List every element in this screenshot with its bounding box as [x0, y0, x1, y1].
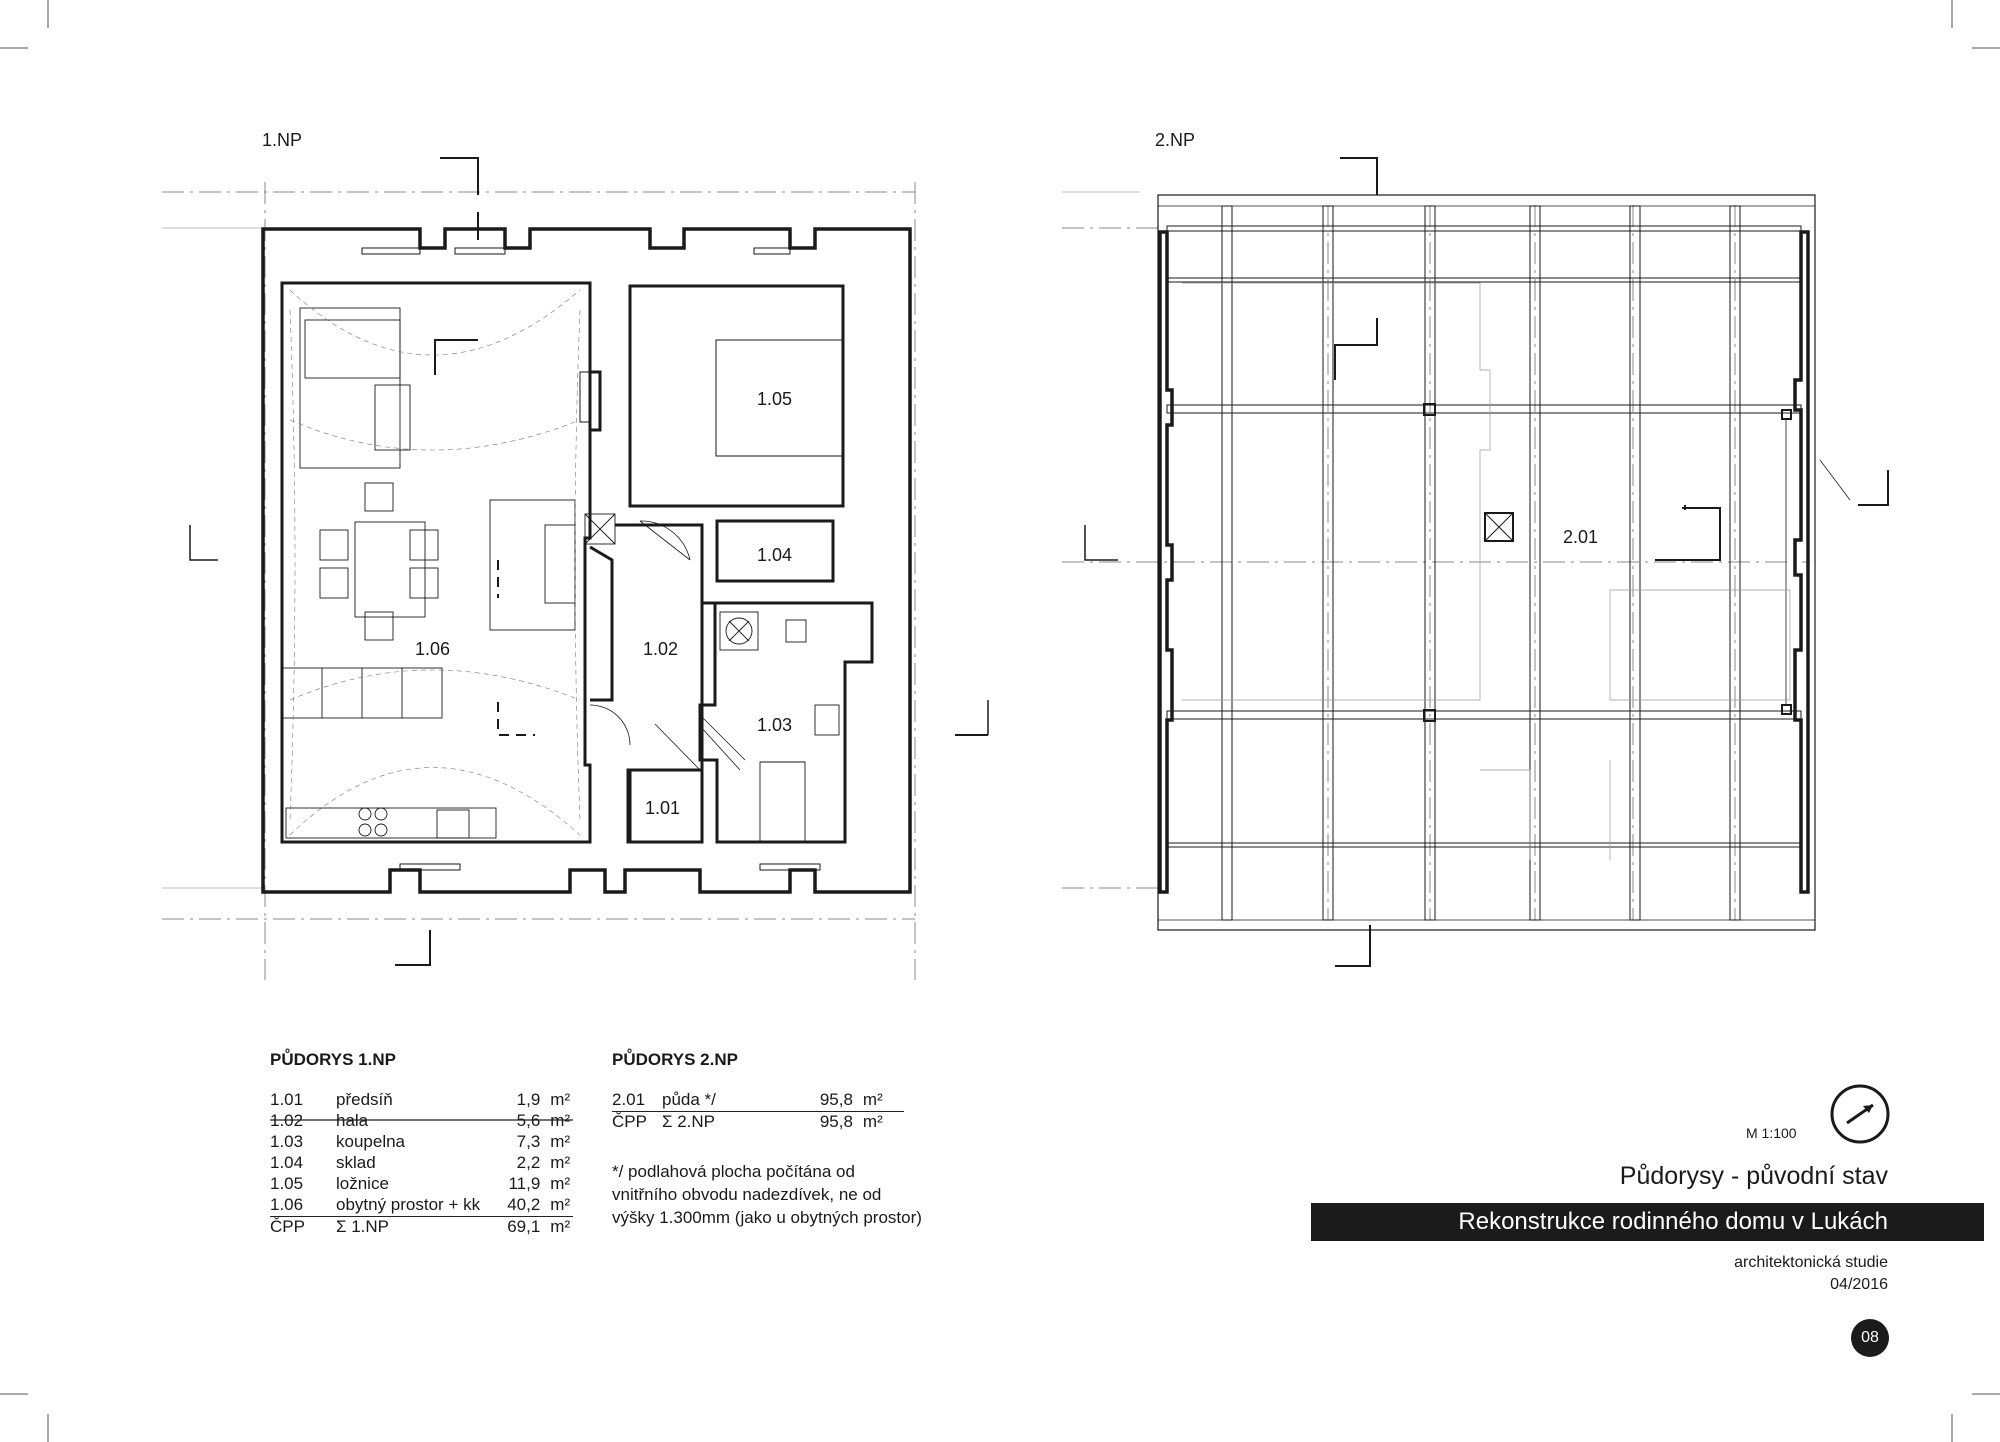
- ghost-outline: [1182, 283, 1790, 860]
- room-label-1-02: 1.02: [643, 639, 679, 659]
- table-row: 1.04 sklad 2,2 m²: [270, 1153, 571, 1172]
- sheet-title: Půdorysy - původní stav: [1619, 1162, 1888, 1190]
- table-2np: [612, 1090, 904, 1133]
- table-row: 1.01 předsíň 1,9 m²: [270, 1090, 571, 1109]
- north-arrow-icon: [1829, 1083, 1891, 1145]
- room-label-1-06: 1.06: [415, 639, 451, 659]
- neighbour-hatch: [162, 228, 262, 888]
- plan-2np: [1062, 158, 1888, 966]
- table-row: 1.05 ložnice 11,9 m²: [270, 1174, 571, 1193]
- project-banner: [1311, 1203, 1984, 1241]
- room-1-05-outline: [630, 286, 843, 506]
- room-1-06-outline: [282, 283, 600, 842]
- page-number: 08: [1851, 1319, 1889, 1357]
- sink-icon: [815, 705, 839, 735]
- project-title: Rekonstrukce rodinného domu v Lukách: [1458, 1208, 1888, 1235]
- room-label-1-03: 1.03: [757, 715, 793, 735]
- room-label-1-05: 1.05: [757, 389, 793, 409]
- table-row: 2.01 půda */ 95,8 m²: [612, 1090, 904, 1112]
- furniture-1np: [282, 308, 839, 842]
- plan-1np: [162, 158, 988, 980]
- room-label-2-01: 2.01: [1563, 527, 1599, 547]
- plan-1np-label: 1.NP: [262, 130, 303, 150]
- table-1np-title: PŮDORYS 1.NP: [270, 1050, 396, 1069]
- table-2np-title: PŮDORYS 2.NP: [612, 1050, 738, 1069]
- room-label-1-01: 1.01: [645, 798, 681, 818]
- room-label-1-04: 1.04: [757, 545, 793, 565]
- room-1-02-outline: [615, 525, 702, 842]
- date: 04/2016: [1830, 1276, 1888, 1293]
- table-row: 1.06 obytný prostor + kk 40,2 m²: [270, 1195, 573, 1217]
- table-1np: [270, 1090, 573, 1238]
- scale-label: M 1:100: [1746, 1125, 1797, 1141]
- table-total-row: ČPP Σ 2.NP 95,8 m²: [612, 1112, 883, 1131]
- subtitle: architektonická studie: [1734, 1254, 1888, 1271]
- plan-2np-label: 2.NP: [1155, 130, 1196, 150]
- section-marker-icon: [190, 158, 988, 965]
- partition: [590, 547, 612, 700]
- table-total-row: ČPP Σ 1.NP 69,1 m²: [270, 1217, 571, 1236]
- table-2np-note: */ podlahová plocha počítána od vnitřního obvodu nadezdívek, ne od výšky 1.300mm (jako u obytných prostor): [612, 1162, 922, 1227]
- rafters: [1222, 206, 1740, 920]
- table-row: 1.03 koupelna 7,3 m²: [270, 1132, 571, 1151]
- plan-2np-grid: [1062, 205, 1810, 920]
- table-row: 1.02 hala 5,6 m²: [270, 1111, 571, 1130]
